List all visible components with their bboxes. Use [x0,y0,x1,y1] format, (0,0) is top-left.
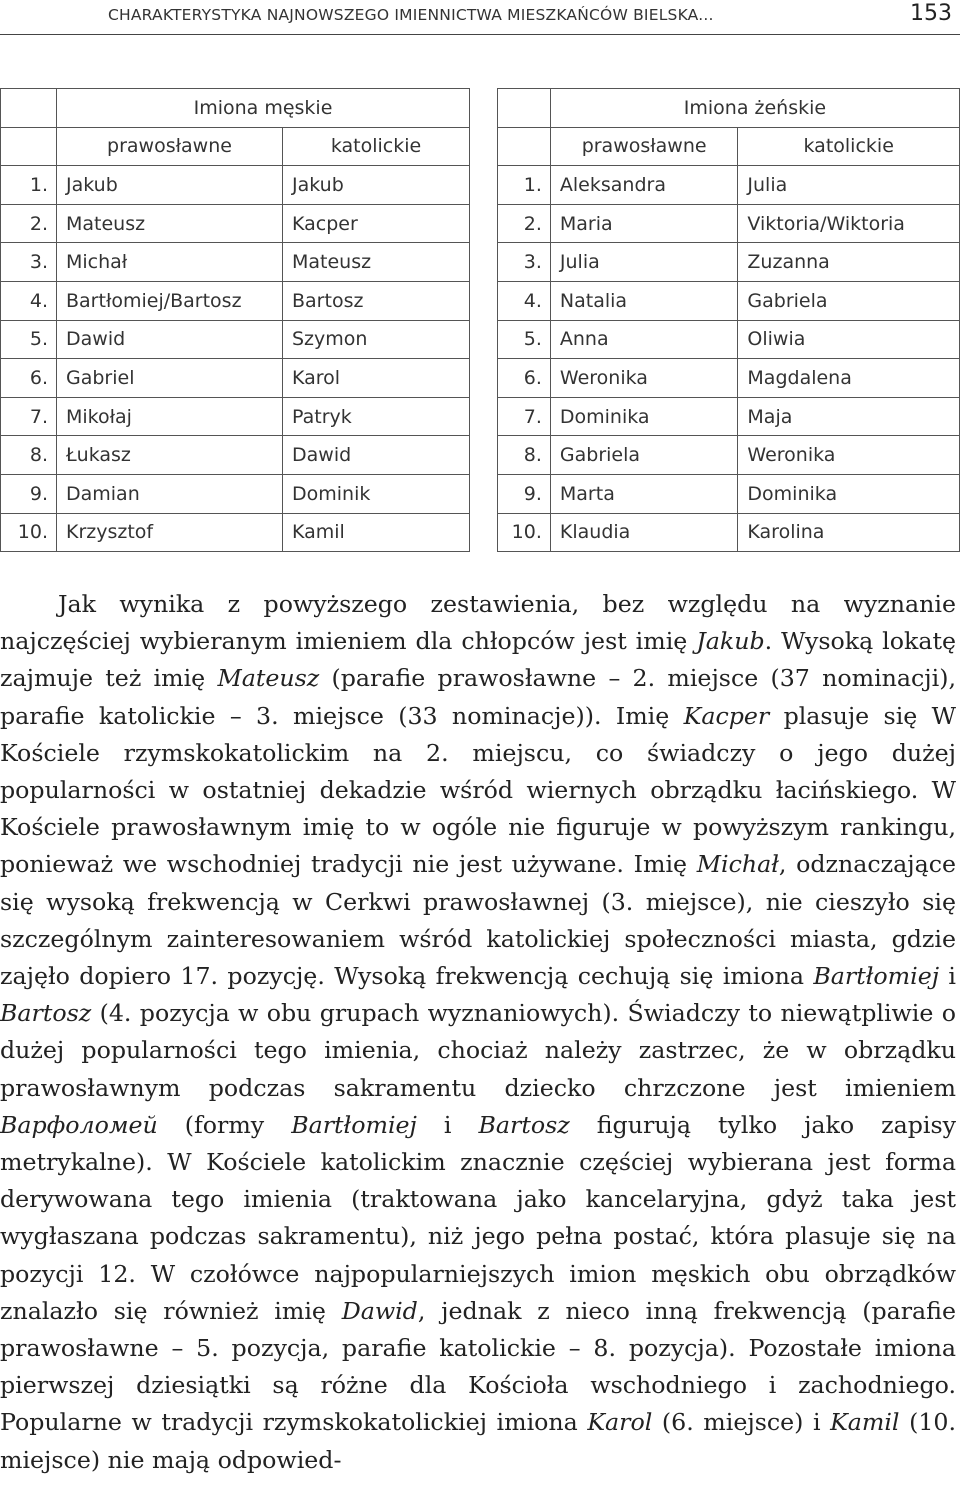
text-run: (4. pozycja w obu grupach wyznaniowych). Świadczy to niewątpliwie o dużej popularności tego imienia, chociaż należy zastrzec, że w obrządku prawosławnym podczas sakramentu dziecko chrzczone jest imieniem [0,999,956,1102]
italic-name: Karol [587,1408,653,1437]
catholic-name: Karol [283,359,470,398]
column-header-orthodox: prawosławne [550,127,738,166]
rank-number: 1. [1,166,57,205]
table-row [1,320,470,359]
column-header-orthodox: prawosławne [57,127,283,166]
catholic-name: Julia [738,166,960,205]
female-table-caption: Imiona żeńskie [550,89,959,128]
text-run: i [939,962,956,991]
male-table-body [1,89,470,552]
rank-number: 4. [498,281,551,320]
catholic-name: Bartosz [283,281,470,320]
rank-number: 9. [1,474,57,513]
rank-number: 7. [498,397,551,436]
italic-name: Michał [696,850,779,879]
orthodox-name: Klaudia [550,513,738,552]
rank-number: 7. [1,397,57,436]
orthodox-name: Gabriela [550,436,738,475]
rank-number: 4. [1,281,57,320]
table-row [498,281,960,320]
orthodox-name: Marta [550,474,738,513]
catholic-name: Oliwia [738,320,960,359]
rank-number: 8. [498,436,551,475]
table-row [498,436,960,475]
rank-number: 2. [498,204,551,243]
text-run: plasuje się W Kościele rzymskokatolickim na 2. miejscu, co świadczy o jego dużej popularności w ostatniej dekadzie wśród wiernych obrządku łacińskiego. W Kościele prawosławnym imię to w ogóle nie figuruje w powyższym rankingu, ponieważ we wschodniej tradycji nie jest używane. Imię [0,701,956,879]
table-row [498,513,960,552]
rank-number: 9. [498,474,551,513]
table-row [1,281,470,320]
text-run: (6. miejsce) i [652,1408,831,1437]
orthodox-name: Aleksandra [550,166,738,205]
male-table-caption: Imiona męskie [57,89,470,128]
table-row [1,204,470,243]
rank-number: 8. [1,436,57,475]
text-run: . Wysoką lokatę zajmuje też imię [0,627,957,693]
rank-number: 10. [1,513,57,552]
table-caption-row [498,89,960,128]
table-row [498,166,960,205]
running-title: CHARAKTERYSTYKA NAJNOWSZEGO IMIENNICTWA MIESZKAŃCÓW BIELSKA... [108,6,714,24]
table-row [498,204,960,243]
header-rule [0,34,960,35]
italic-name: Mateusz [217,664,320,693]
catholic-name: Mateusz [283,243,470,282]
table-row [1,513,470,552]
catholic-name: Kamil [283,513,470,552]
orthodox-name: Bartłomiej/Bartosz [57,281,283,320]
italic-name: Jakub [696,627,765,656]
catholic-name: Kacper [283,204,470,243]
italic-name: Kamil [830,1408,900,1437]
column-header-catholic: katolickie [738,127,960,166]
catholic-name: Dominika [738,474,960,513]
orthodox-name: Dominika [550,397,738,436]
italic-name: Bartosz [478,1110,570,1139]
orthodox-name: Anna [550,320,738,359]
table-row [1,397,470,436]
rank-number: 6. [498,359,551,398]
page-header [0,0,960,34]
text-run: , odznaczające się wysoką frekwencją w Cerkwi prawosławnej (3. miejsce), nie cieszyło się szczególnym zainteresowaniem wśród katolickiej społeczności miasta, gdzie zajęło dopiero 17. pozycję. Wysoką frekwencją cechują się imiona [0,850,956,991]
text-run: Jak wynika z powyższego zestawienia, bez względu na wyznanie najczęściej wybieranym imieniem dla chłopców jest imię [0,590,956,656]
text-run: (formy [157,1110,292,1139]
body-paragraph [0,586,956,1479]
male-names-table [0,88,470,552]
table-caption-row [1,89,470,128]
orthodox-name: Julia [550,243,738,282]
catholic-name: Gabriela [738,281,960,320]
catholic-name: Zuzanna [738,243,960,282]
table-header-row [1,127,470,166]
catholic-name: Jakub [283,166,470,205]
catholic-name: Weronika [738,436,960,475]
rank-number: 6. [1,359,57,398]
rank-number: 10. [498,513,551,552]
table-corner [1,127,57,166]
table-row [498,474,960,513]
table-corner [498,89,551,128]
page-number: 153 [910,1,952,26]
orthodox-name: Damian [57,474,283,513]
text-run: figurują tylko jako zapisy metrykalne). W Kościele katolickim znacznie częściej wybierana jest forma derywowana tego imienia (traktowana jako kancelaryjna, gdyż taka jest wygłaszana podczas sakramentu), niż jego pełna postać, która plasuje się na pozycji 12. W czołówce najpopularniejszych imion męskich obu obrządków znalazło się również imię [0,1110,957,1325]
catholic-name: Magdalena [738,359,960,398]
orthodox-name: Dawid [57,320,283,359]
italic-name: Bartłomiej [291,1110,417,1139]
table-header-row [498,127,960,166]
catholic-name: Szymon [283,320,470,359]
female-table-body [498,89,960,552]
table-row [1,474,470,513]
orthodox-name: Łukasz [57,436,283,475]
orthodox-name: Mikołaj [57,397,283,436]
orthodox-name: Maria [550,204,738,243]
rank-number: 5. [498,320,551,359]
catholic-name: Dawid [283,436,470,475]
female-names-table [497,88,960,552]
table-corner [1,89,57,128]
table-row [1,243,470,282]
table-row [498,359,960,398]
catholic-name: Patryk [283,397,470,436]
italic-name: Kacper [683,701,770,730]
rank-number: 2. [1,204,57,243]
text-run: (parafie prawosławne – 2. miejsce (37 nominacji), parafie katolickie – 3. miejsce (33 nominacje)). Imię [0,664,956,730]
text-run: , jednak z nieco inną frekwencją (parafie prawosławne – 5. pozycja, parafie katolickie – 8. pozycja). Pozostałe imiona pierwszej dziesiątki są różne dla Kościoła wschodniego i zachodniego. Popularne w tradycji rzymskokatolickiej imiona [0,1296,956,1437]
table-row [498,320,960,359]
orthodox-name: Gabriel [57,359,283,398]
orthodox-name: Krzysztof [57,513,283,552]
table-row [1,436,470,475]
table-row [498,243,960,282]
catholic-name: Dominik [283,474,470,513]
italic-name: Bartosz [0,999,92,1028]
catholic-name: Maja [738,397,960,436]
orthodox-name: Michał [57,243,283,282]
orthodox-name: Natalia [550,281,738,320]
rank-number: 3. [1,243,57,282]
orthodox-name: Mateusz [57,204,283,243]
italic-name: Варфоломей [0,1110,158,1139]
rank-number: 3. [498,243,551,282]
orthodox-name: Weronika [550,359,738,398]
rank-number: 1. [498,166,551,205]
table-row [498,397,960,436]
column-header-catholic: katolickie [283,127,470,166]
text-run: i [416,1110,479,1139]
italic-name: Bartłomiej [813,962,940,991]
table-corner [498,127,551,166]
table-row [1,166,470,205]
catholic-name: Karolina [738,513,960,552]
italic-name: Dawid [341,1296,418,1325]
catholic-name: Viktoria/Wiktoria [738,204,960,243]
text-run: (10. miejsce) nie mają odpowied- [0,1408,956,1474]
table-row [1,359,470,398]
orthodox-name: Jakub [57,166,283,205]
rank-number: 5. [1,320,57,359]
body-text [0,586,956,1479]
